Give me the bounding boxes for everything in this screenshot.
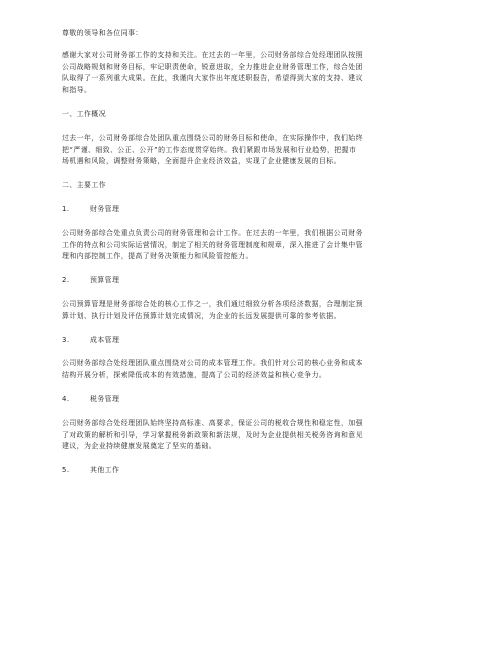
subsection-heading-other — [62, 465, 440, 477]
greeting: 尊敬的领导和各位同事： — [62, 29, 143, 37]
intro-line: 公司战略规划和财务目标，牢记职责使命，锐意进取，全力推进企业财务管理工作，综合处团 — [62, 62, 363, 71]
item-number: 1. — [62, 204, 70, 213]
intro-line: 感谢大家对公司财务部工作的支持和关注。在过去的一年里，公司财务部综合处经理团队按照 — [62, 50, 363, 59]
paragraph-line: 公司财务部综合处重点负责公司的财务管理和会计工作。在过去的一年里，我们根据公司财务 — [62, 228, 363, 237]
overview-line: 把“严谨、细致、公正、公开”的工作态度贯穿始终。我们紧跟市场发展和行业趋势，把握市 — [62, 145, 357, 154]
item-number: 3. — [62, 335, 70, 344]
tax-paragraph — [62, 418, 440, 453]
item-title: 财务管理 — [90, 204, 120, 213]
subsection-heading-tax — [62, 394, 440, 406]
overview-line: 场机遇和风险，调整财务策略，全面提升企业经济效益，实现了企业健康发展的目标。 — [62, 157, 341, 166]
subsection-heading-budget — [62, 275, 440, 287]
section-heading-overview: 一、工作概况 — [62, 109, 107, 118]
intro-line: 队取得了一系列重大成果。在此，我谨向大家作出年度述职报告，希望得到大家的支持、建议 — [62, 74, 363, 83]
item-title: 税务管理 — [90, 394, 120, 403]
paragraph-line: 公司财务部综合处经理团队始终坚持高标准、高要求，保证公司的税收合规性和稳定性，加强 — [62, 418, 363, 427]
overview-paragraph — [62, 133, 440, 168]
item-number: 2. — [62, 276, 70, 285]
paragraph-line: 理和内部控制工作，提高了财务决策能力和风险管控能力。 — [62, 252, 253, 261]
finance-paragraph — [62, 228, 440, 263]
budget-paragraph — [62, 299, 440, 323]
paragraph-line: 了对政策的解析和引导，学习掌握税务新政策和新法规，及时为企业提供相关税务咨询和意见 — [62, 430, 363, 439]
document-page — [62, 28, 440, 477]
paragraph-line: 算计划、执行计划及评估预算计划完成情况，为企业的长远发展提供可靠的参考依据。 — [62, 311, 341, 320]
item-number: 4. — [62, 394, 70, 403]
paragraph-line: 公司财务部综合处经理团队重点围绕对公司的成本管理工作。我们针对公司的核心业务和成本 — [62, 359, 363, 368]
subsection-heading-cost — [62, 335, 440, 347]
overview-line: 过去一年，公司财务部综合处团队重点围绕公司的财务目标和使命，在实际操作中，我们始终 — [62, 133, 363, 142]
intro-paragraph — [62, 50, 440, 97]
item-title: 预算管理 — [90, 276, 120, 285]
paragraph-line: 建议，为企业持续健康发展奠定了坚实的基础。 — [62, 442, 217, 451]
item-title: 成本管理 — [90, 335, 120, 344]
subsection-heading-finance — [62, 204, 440, 216]
cost-paragraph — [62, 358, 440, 382]
paragraph-line: 工作的特点和公司实际运营情况，制定了相关的财务管理制度和规章，深入推进了会计集中管 — [62, 240, 363, 249]
section-heading-main-work: 二、主要工作 — [62, 181, 107, 190]
item-number: 5. — [62, 466, 70, 475]
paragraph-line: 结构开展分析，探索降低成本的有效措施，提高了公司的经济效益和核心竞争力。 — [62, 371, 327, 380]
item-title: 其他工作 — [90, 466, 120, 475]
intro-line: 和指导。 — [62, 86, 92, 95]
paragraph-line: 公司预算管理是财务部综合处的核心工作之一，我们通过细致分析各项经济数据，合理制定预 — [62, 299, 363, 308]
